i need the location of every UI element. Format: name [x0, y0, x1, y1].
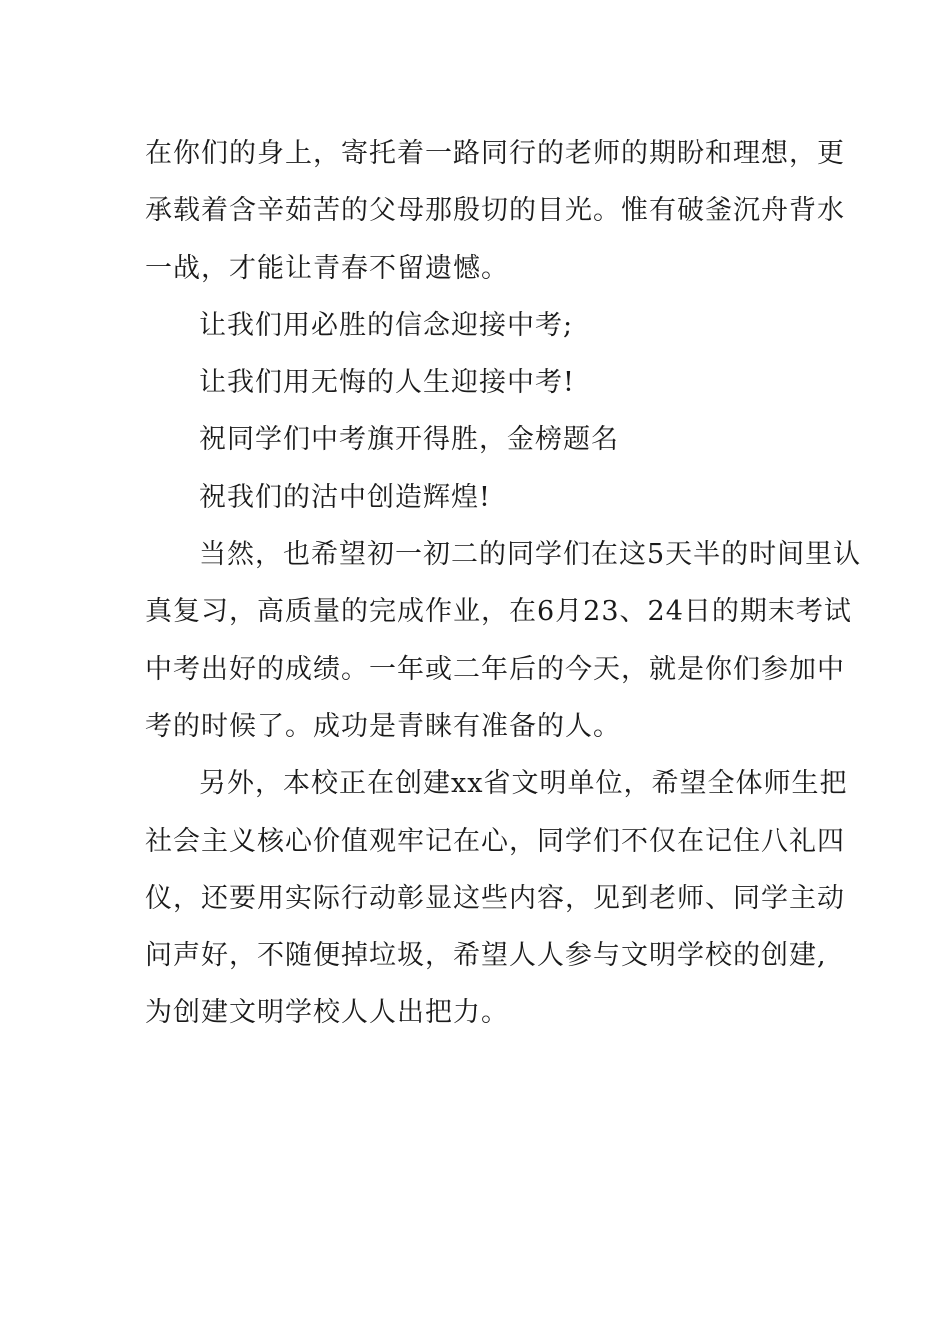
text-line: 让我们用必胜的信念迎接中考; [199, 309, 574, 341]
text-line: 祝同学们中考旗开得胜，金榜题名 [199, 424, 619, 456]
text-line: 真复习，高质量的完成作业，在6月23、24日的期末考试 [145, 596, 852, 628]
text-line: 中考出好的成绩。一年或二年后的今天，就是你们参加中 [145, 653, 845, 685]
text-line: 承载着含辛茹苦的父母那殷切的目光。惟有破釜沉舟背水 [145, 195, 845, 227]
document-body [145, 125, 862, 1042]
text-line: 社会主义核心价值观牢记在心，同学们不仅在记住八礼四 [145, 825, 845, 857]
text-line: 仪，还要用实际行动彰显这些内容，见到老师、同学主动 [145, 882, 845, 914]
text-line: 让我们用无悔的人生迎接中考! [199, 367, 575, 399]
text-line: 为创建文明学校人人出把力。 [145, 997, 509, 1029]
text-line: 考的时候了。成功是青睐有准备的人。 [145, 710, 621, 742]
text-line: 另外，本校正在创建xx省文明单位，希望全体师生把 [199, 768, 848, 800]
text-line: 问声好，不随便掉垃圾，希望人人参与文明学校的创建, [145, 940, 827, 972]
text-line: 当然，也希望初一初二的同学们在这5天半的时间里认 [199, 539, 862, 571]
text-line: 在你们的身上，寄托着一路同行的老师的期盼和理想，更 [145, 138, 845, 169]
text-line: 一战，才能让青春不留遗憾。 [145, 252, 509, 284]
text-line: 祝我们的沽中创造辉煌! [199, 481, 491, 513]
